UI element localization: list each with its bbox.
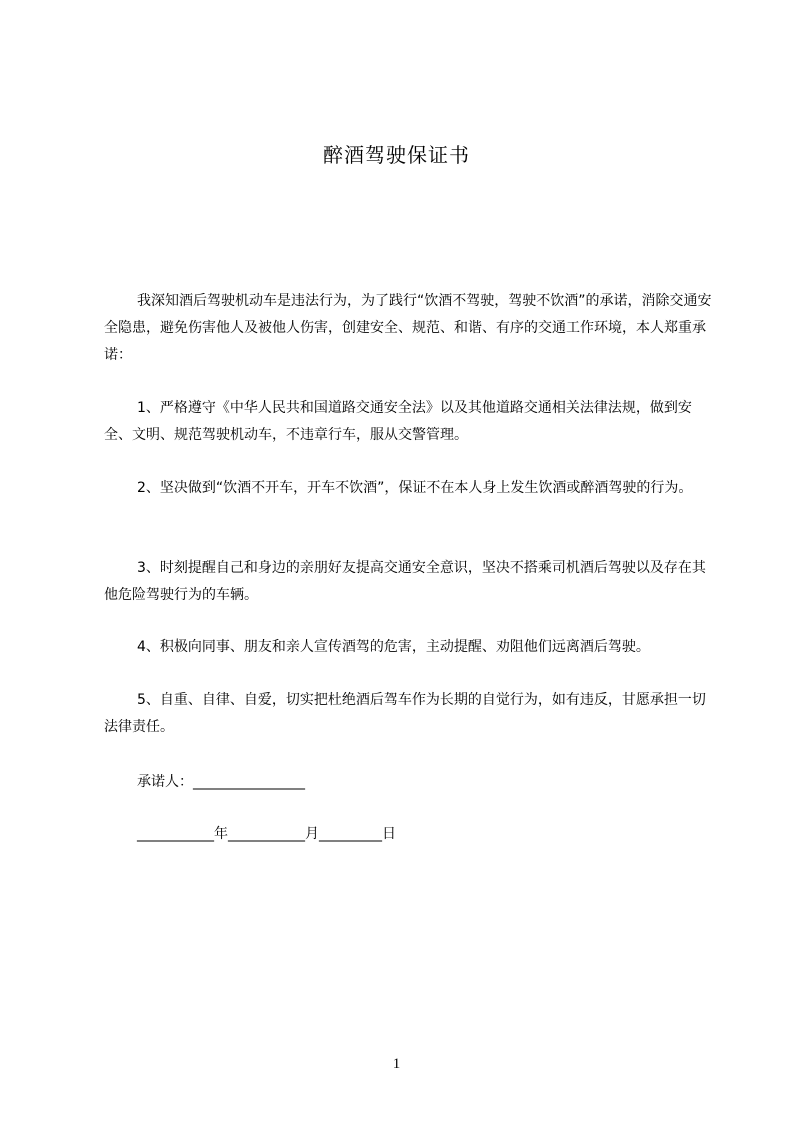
date-line: ___________年___________月_________日 <box>137 826 396 842</box>
signature-line: 承诺人：________________ <box>137 774 305 790</box>
commitment-5: 5、自重、自律、自爱，切实把杜绝酒后驾车作为长期的自觉行为，如有违反，甘愿承担一切法律责任。 <box>104 692 706 735</box>
commitment-1: 1、严格遵守《中华人民共和国道路交通安全法》以及其他道路交通相关法律法规，做到安全、文明、规范驾驶机动车，不违章行车，服从交警管理。 <box>104 400 692 443</box>
intro-paragraph: 我深知酒后驾驶机动车是违法行为，为了践行“饮酒不驾驶，驾驶不饮酒”的承诺，消除交通安全隐患，避免伤害他人及被他人伤害，创建安全、规范、和谐、有序的交通工作环境，本人郑重承诺： <box>104 293 712 363</box>
document-title: 醉酒驾驶保证书 <box>323 143 470 167</box>
commitment-4: 4、积极向同事、朋友和亲人宣传酒驾的危害，主动提醒、劝阻他们远离酒后驾驶。 <box>137 639 650 655</box>
commitment-3: 3、时刻提醒自己和身边的亲朋好友提高交通安全意识，坚决不搭乘司机酒后驾驶以及存在其他危险驾驶行为的车辆。 <box>104 560 706 603</box>
page-number: 1 <box>392 1056 401 1072</box>
commitment-2: 2、坚决做到“饮酒不开车，开车不饮酒”，保证不在本人身上发生饮酒或醉酒驾驶的行为。 <box>137 480 693 496</box>
